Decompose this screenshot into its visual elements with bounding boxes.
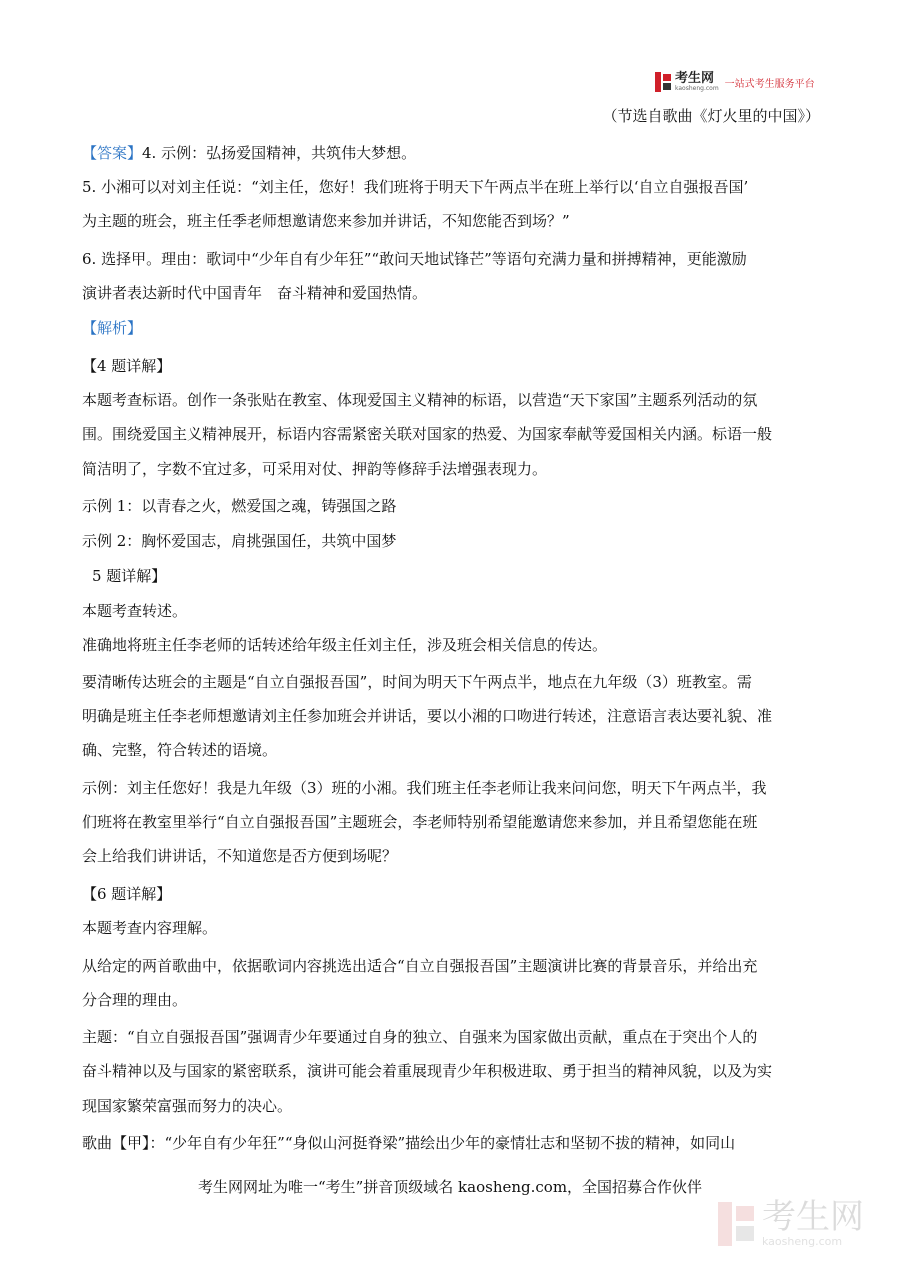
q5-paragraph-3: 要清晰传达班会的主题是“自立自强报吾国”，时间为明天下午两点半，地点在九年级（3）班教室。需: [82, 673, 752, 691]
q4-paragraph-3: 简洁明了，字数不宜过多，可采用对仗、押韵等修辞手法增强表现力。: [82, 460, 548, 478]
q6-paragraph-5: 奋斗精神以及与国家的紧密联系，演讲可能会着重展现青少年积极进取、勇于担当的精神风貌，以及为实: [82, 1062, 773, 1080]
q6-paragraph-7: 歌曲【甲】：“少年自有少年狂”“身似山河挺脊梁”描绘出少年的豪情壮志和坚韧不拔的精神，如同山: [82, 1134, 736, 1152]
answer-q6-line2: 演讲者表达新时代中国青年 奋斗精神和爱国热情。: [82, 284, 428, 302]
answer-q5-line2: 为主题的班会，班主任季老师想邀请您来参加并讲话，不知您能否到场？”: [82, 212, 570, 230]
q4-example-2: 示例 2：胸怀爱国志，肩挑强国任，共筑中国梦: [82, 532, 397, 550]
q6-paragraph-3: 分合理的理由。: [82, 991, 188, 1009]
answer-q5-line1: 5. 小湘可以对刘主任说：“刘主任，您好！我们班将于明天下午两点半在班上举行以‘自立自强报吾国’: [82, 178, 749, 196]
answer-line-q4: [82, 143, 416, 163]
watermark: [718, 1197, 864, 1248]
header-logo: [655, 70, 815, 94]
q5-example-3: 会上给我们讲讲话，不知道您是否方便到场呢？: [82, 847, 398, 865]
watermark-domain: kaosheng.com: [762, 1235, 843, 1248]
q5-example-1: 示例：刘主任您好！我是九年级（3）班的小湘。我们班主任李老师让我来问问您，明天下午两点半，我: [82, 779, 767, 797]
q6-paragraph-6: 现国家繁荣富强而努力的决心。: [82, 1097, 293, 1115]
analysis-label: 【解析】: [82, 319, 143, 337]
q4-paragraph-2: 围。围绕爱国主义精神展开，标语内容需紧密关联对国家的热爱、为国家奉献等爱国相关内涵。标语一般: [82, 425, 773, 443]
q5-example-2: 们班将在教室里举行“自立自强报吾国”主题班会，李老师特别希望能邀请您来参加，并且希望您能在班: [82, 813, 758, 831]
answer-q4: 4. 示例：弘扬爱国精神，共筑伟大梦想。: [142, 144, 417, 162]
q6-title: 【6 题详解】: [82, 885, 172, 903]
kaosheng-logo-icon: [655, 72, 671, 92]
q6-paragraph-2: 从给定的两首歌曲中，依据歌词内容挑选出适合“自立自强报吾国”主题演讲比赛的背景音乐，并给出充: [82, 957, 758, 975]
q6-paragraph-1: 本题考查内容理解。: [82, 919, 218, 937]
q5-paragraph-1: 本题考查转述。: [82, 602, 188, 620]
q4-title: 【4 题详解】: [82, 357, 172, 375]
q6-paragraph-4: 主题：“自立自强报吾国”强调青少年要通过自身的独立、自强来为国家做出贡献，重点在于突出个人的: [82, 1028, 758, 1046]
q4-example-1: 示例 1：以青春之火，燃爱国之魂，铸强国之路: [82, 497, 397, 515]
answer-q6-line1: 6. 选择甲。理由：歌词中“少年自有少年狂”“敢问天地试锋芒”等语句充满力量和拼搏精神，更能激励: [82, 250, 747, 268]
logo-slogan: 一站式考生服务平台: [724, 78, 815, 90]
song-source: （节选自歌曲《灯火里的中国》）: [602, 107, 820, 125]
watermark-name: 考生网: [762, 1197, 864, 1237]
q5-paragraph-2: 准确地将班主任李老师的话转述给年级主任刘主任，涉及班会相关信息的传达。: [82, 636, 608, 654]
answer-label: 【答案】: [82, 144, 143, 162]
logo-domain: kaosheng.com: [675, 85, 719, 92]
q4-paragraph-1: 本题考查标语。创作一条张贴在教室、体现爱国主义精神的标语，以营造“天下家国”主题系列活动的氛: [82, 391, 758, 409]
q5-paragraph-5: 确、完整，符合转述的语境。: [82, 741, 278, 759]
page-footer: 考生网网址为唯一“考生”拼音顶级域名 kaosheng.com，全国招募合作伙伴: [197, 1178, 703, 1196]
watermark-logo-icon: [718, 1202, 754, 1246]
logo-name: 考生网: [675, 71, 715, 86]
q5-paragraph-4: 明确是班主任李老师想邀请刘主任参加班会并讲话，要以小湘的口吻进行转述，注意语言表达要礼貌、准: [82, 707, 773, 725]
q5-title: 5 题详解】: [92, 567, 167, 585]
